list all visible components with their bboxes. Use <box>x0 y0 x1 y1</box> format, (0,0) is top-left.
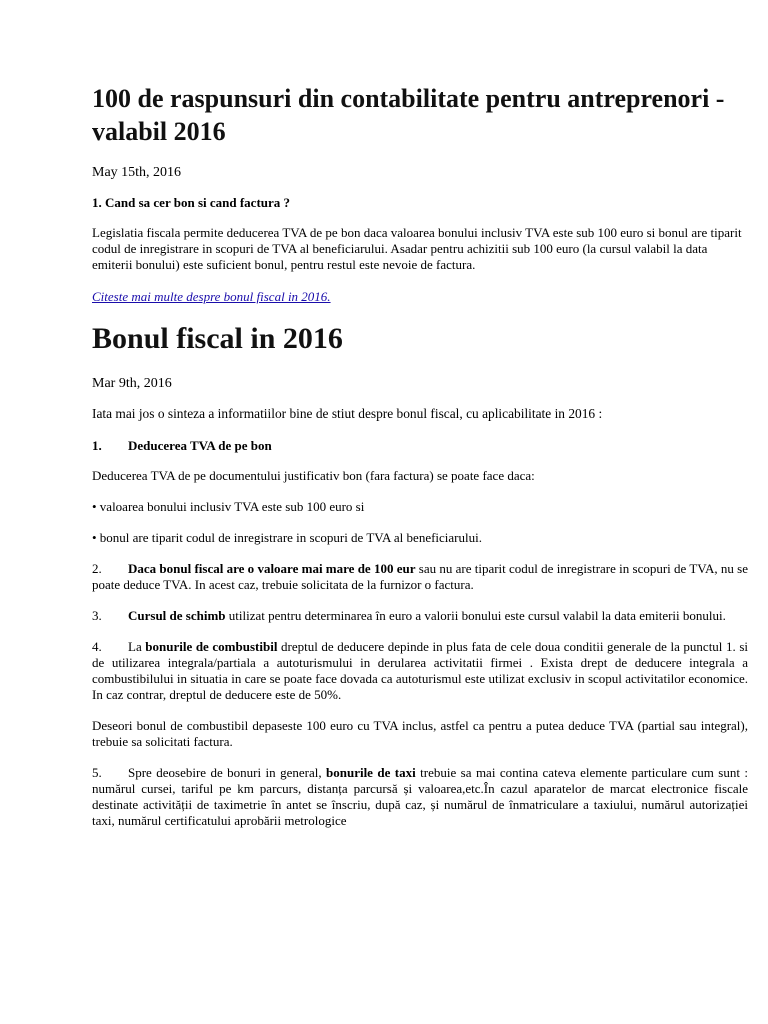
item-1-number: 1. <box>92 438 102 453</box>
answer-paragraph: Legislatia fiscala permite deducerea TVA de pe bon daca valoarea bonului inclusiv TVA este sub 100 euro si bonul are tiparit codul de inregistrare in scopuri de TVA al beneficiarului. Asadar pentru achizitii sub 100 euro (la cursul valabil la data emiterii bonului) este suficient bonul, pentru restul este nevoie de factura. <box>92 225 742 272</box>
item-4-pre: La <box>128 639 146 654</box>
article-title: 100 de raspunsuri din contabilitate pentru antreprenori -valabil 2016 <box>92 84 725 146</box>
item-1-text: Deducerea TVA de pe documentului justificativ bon (fara factura) se poate face daca: <box>92 468 535 483</box>
item-4-number: 4. <box>92 639 102 654</box>
item-3-text: utilizat pentru determinarea în euro a valorii bonului este cursul valabil la data emiterii bonului. <box>225 608 726 623</box>
item-2-text: sau nu are tiparit codul de inregistrare in scopuri de TVA, nu se poate deduce TVA. In acest caz, trebuie solicitata de la furnizor o factura. <box>92 561 748 592</box>
item-5-number: 5. <box>92 765 102 780</box>
item-1-heading <box>92 438 748 454</box>
section-title: Bonul fiscal in 2016 <box>92 322 343 355</box>
item-2-number: 2. <box>92 561 102 576</box>
item-4-text: dreptul de deducere depinde in plus fata de cele doua conditii generale de la punctul 1. si de utilizarea integrala/partiala a autoturismului in derularea activitatii firmei . Exista drept de deducere integrala a combustibilului in situatia in care se poate face dovada ca autoturismul este utilizat exclusiv in scopul activitatilor economice. In caz contrar, dreptul de deducere este de 50%. <box>92 639 749 702</box>
item-3-number: 3. <box>92 608 102 623</box>
article-date: May 15th, 2016 <box>92 165 182 180</box>
item-3-bold: Cursul de schimb <box>128 608 226 623</box>
item-5-pre: Spre deosebire de bonuri in general, <box>128 765 326 780</box>
section-date: Mar 9th, 2016 <box>92 376 172 391</box>
item-5-bold: bonurile de taxi <box>326 765 416 780</box>
read-more-link[interactable]: Citeste mai multe despre bonul fiscal in 2016. <box>92 289 331 304</box>
item-1-title: Deducerea TVA de pe bon <box>128 438 272 453</box>
question-heading: 1. Cand sa cer bon si cand factura ? <box>92 195 291 210</box>
bullet-1: • valoarea bonului inclusiv TVA este sub 100 euro si <box>92 499 365 514</box>
item-5-paragraph <box>92 765 748 829</box>
item-4-bold: bonurile de combustibil <box>145 639 278 654</box>
item-3-paragraph <box>92 608 748 624</box>
bullet-2: • bonul are tiparit codul de inregistrare in scopuri de TVA al beneficiarului. <box>92 530 482 545</box>
document-content <box>92 82 748 844</box>
fuel-paragraph: Deseori bonul de combustibil depaseste 100 euro cu TVA inclus, astfel ca pentru a putea deduce TVA (partial sau integral), trebuie sa solicitati factura. <box>92 718 748 749</box>
item-2-bold: Daca bonul fiscal are o valoare mai mare de 100 eur <box>128 561 416 576</box>
item-2-paragraph <box>92 561 748 593</box>
item-4-paragraph <box>92 639 748 703</box>
intro-paragraph: Iata mai jos o sinteza a informatiilor bine de stiut despre bonul fiscal, cu aplicabilitate in 2016 : <box>92 406 603 421</box>
item-5-text: trebuie sa mai contina cateva elemente particulare cum sunt : numărul cursei, tariful pe km parcurs, distanța parcursă și valoarea,etc.În cazul aparatelor de marcat electronice fiscale destinate activității de taximetrie în antet se înscriu, după caz, și numărul de înmatriculare a taxiului, numărul autorizației taxi, numărul certificatului aprobării metrologice <box>92 765 748 828</box>
